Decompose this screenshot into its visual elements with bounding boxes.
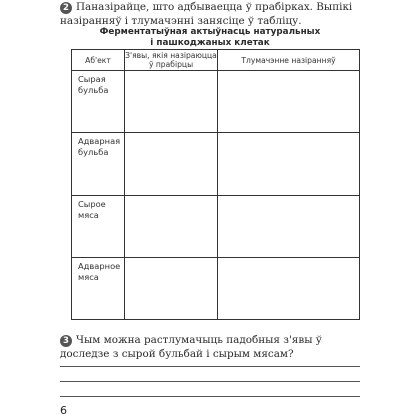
- row-label-line: бульба: [78, 147, 109, 158]
- explanation-cell[interactable]: [218, 257, 360, 319]
- row-label-raw-meat: [72, 195, 125, 257]
- header-object: Аб'ект: [72, 50, 125, 71]
- row-label-line: Сырая: [78, 74, 106, 84]
- answer-line[interactable]: [60, 381, 360, 382]
- table-title-line-2: і пашкоджаных клетак: [150, 38, 270, 48]
- page-number: 6: [60, 404, 67, 417]
- answer-line[interactable]: [60, 366, 360, 367]
- explanation-cell[interactable]: [218, 133, 360, 195]
- row-label-boiled-potato: [72, 133, 125, 195]
- phenomena-cell[interactable]: [125, 257, 218, 319]
- row-label-line: мяса: [78, 271, 99, 282]
- task-3-question: [60, 333, 360, 361]
- table-title: [60, 27, 360, 49]
- explanation-cell[interactable]: [218, 71, 360, 133]
- table-header-row: [72, 50, 360, 71]
- header-phenomena: З'явы, якія назіраюцца ў прабірцы: [125, 51, 217, 69]
- task-2-text: Паназірайце, што адбываецца ў прабірках. Выпікі назіранняў і тлумачэнні занясіце ў табліцу.: [60, 1, 353, 27]
- observation-table: [71, 49, 360, 320]
- phenomena-cell[interactable]: [125, 71, 218, 133]
- row-label-line: Адварное: [78, 260, 121, 271]
- row-label-line: бульба: [78, 85, 109, 95]
- row-label-raw-potato: [72, 71, 125, 133]
- row-label-line: Адварная: [78, 136, 121, 147]
- answer-line[interactable]: [60, 396, 360, 397]
- table-row: [72, 195, 360, 257]
- table-row: [72, 257, 360, 319]
- phenomena-cell[interactable]: [125, 195, 218, 257]
- table-row: [72, 133, 360, 195]
- row-label-line: мяса: [78, 209, 99, 220]
- header-explanation: Тлумачэнне назіранняў: [218, 50, 360, 71]
- task-number-badge: 2: [60, 2, 72, 14]
- row-label-line: Сырое: [78, 198, 106, 209]
- phenomena-cell[interactable]: [125, 133, 218, 195]
- task-2-instruction: [60, 0, 360, 28]
- explanation-cell[interactable]: [218, 195, 360, 257]
- task-3-text: Чым можна растлумачыць падобныя з'явы ў доследзе з сырой бульбай і сырым мясам?: [60, 334, 322, 360]
- table-row: [72, 71, 360, 133]
- row-label-boiled-meat: [72, 257, 125, 319]
- task-number-badge: 3: [60, 335, 72, 347]
- table-title-line-1: Ферментатыўная актыўнасць натуральных: [99, 27, 321, 37]
